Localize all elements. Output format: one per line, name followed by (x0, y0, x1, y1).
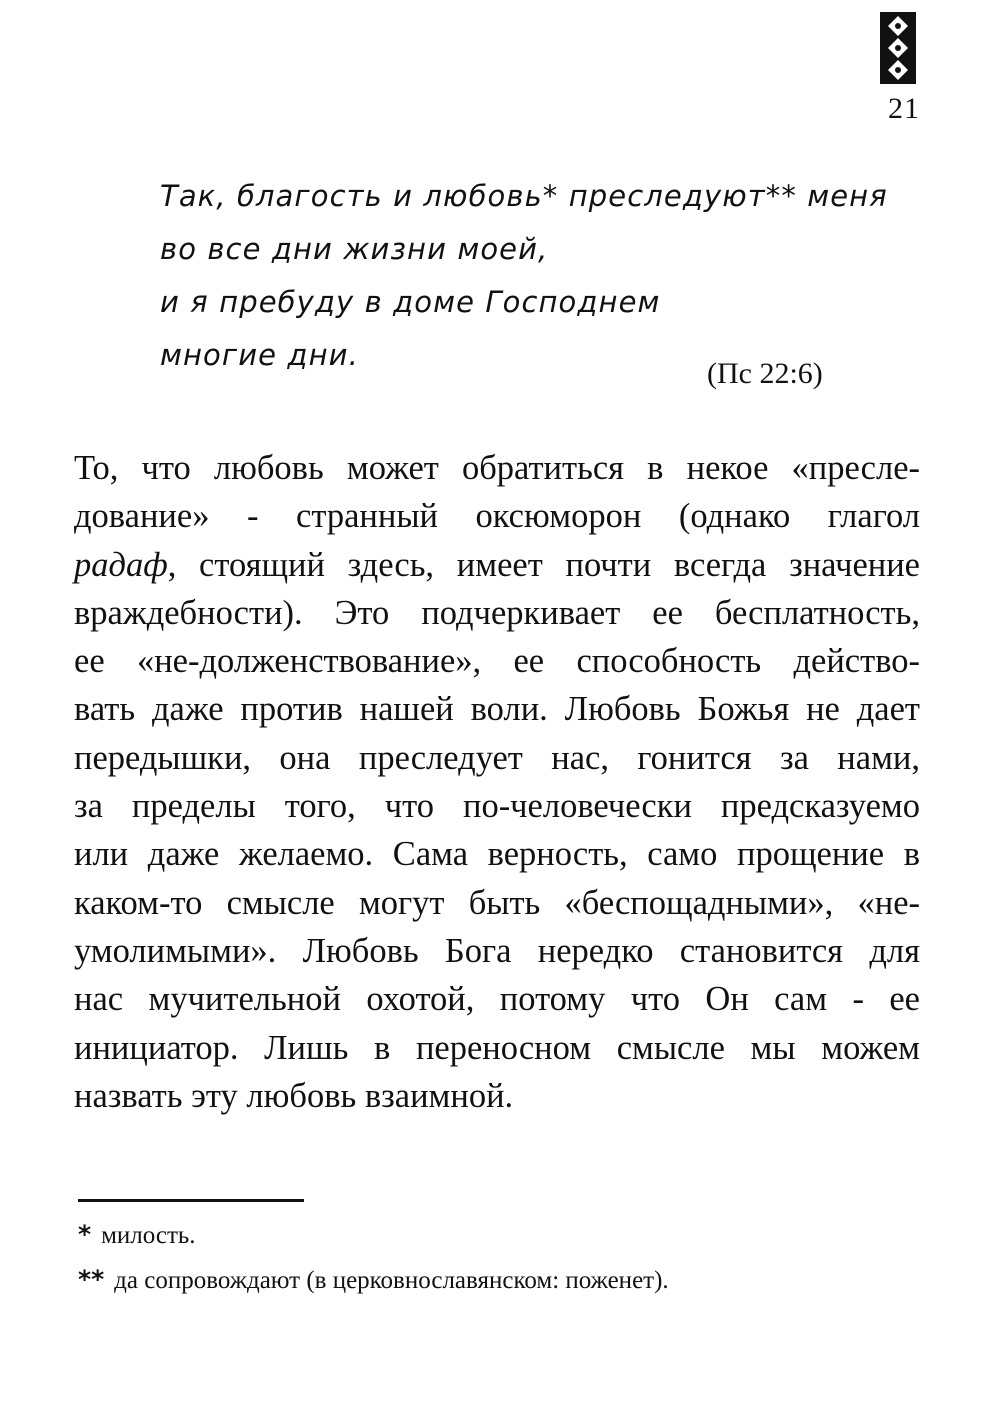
body-line: или даже желаемо. Сама верность, само прощение в (74, 835, 920, 874)
epigraph-line: во все дни жизни моей, (160, 232, 549, 266)
footnote (78, 1265, 669, 1295)
page-number: 21 (888, 92, 920, 125)
body-line: нас мучительной охотой, потому что Он сам - ее (74, 980, 920, 1019)
body-line: радаф, стоящий здесь, имеет почти всегда значение (74, 545, 920, 584)
epigraph-line: Так, благость и любовь* преследуют** меня (160, 179, 888, 213)
body-paragraph (74, 444, 920, 1120)
body-line: ее «не-долженствование», ее способность действо- (74, 642, 920, 681)
footnote-divider (78, 1199, 304, 1202)
epigraph-line: многие дни. (160, 338, 359, 372)
footnote-mark: * (78, 1220, 92, 1249)
body-line: вать даже против нашей воли. Любовь Божья не дает (74, 690, 920, 729)
body-line: умолимыми». Любовь Бога нередко становится для (74, 931, 920, 970)
footnote-mark: ** (78, 1265, 105, 1294)
epigraph-citation: (Пс 22:6) (707, 357, 823, 390)
body-line: инициатор. Лишь в переносном смысле мы можем (74, 1028, 920, 1067)
body-line: дование» - странный оксюморон (однако глагол (74, 497, 920, 536)
page-ornament-icon (880, 12, 916, 84)
footnote-text: да сопровождают (в церковнославянском: поженет). (114, 1267, 669, 1294)
body-line: за пределы того, что по-человечески предсказуемо (74, 787, 920, 826)
epigraph (160, 170, 940, 382)
footnote-text: милость. (101, 1222, 196, 1249)
italic-term: радаф (74, 545, 168, 584)
footnote (78, 1220, 196, 1250)
body-line: каком-то смысле могут быть «беспощадными», «не- (74, 883, 920, 922)
body-line: враждебности). Это подчеркивает ее бесплатность, (74, 593, 920, 632)
epigraph-line: и я пребуду в доме Господнем (160, 285, 661, 319)
body-line: назвать эту любовь взаимной. (74, 1076, 514, 1115)
body-line: То, что любовь может обратиться в некое «пресле- (74, 449, 920, 487)
body-line: передышки, она преследует нас, гонится за нами, (74, 738, 920, 777)
